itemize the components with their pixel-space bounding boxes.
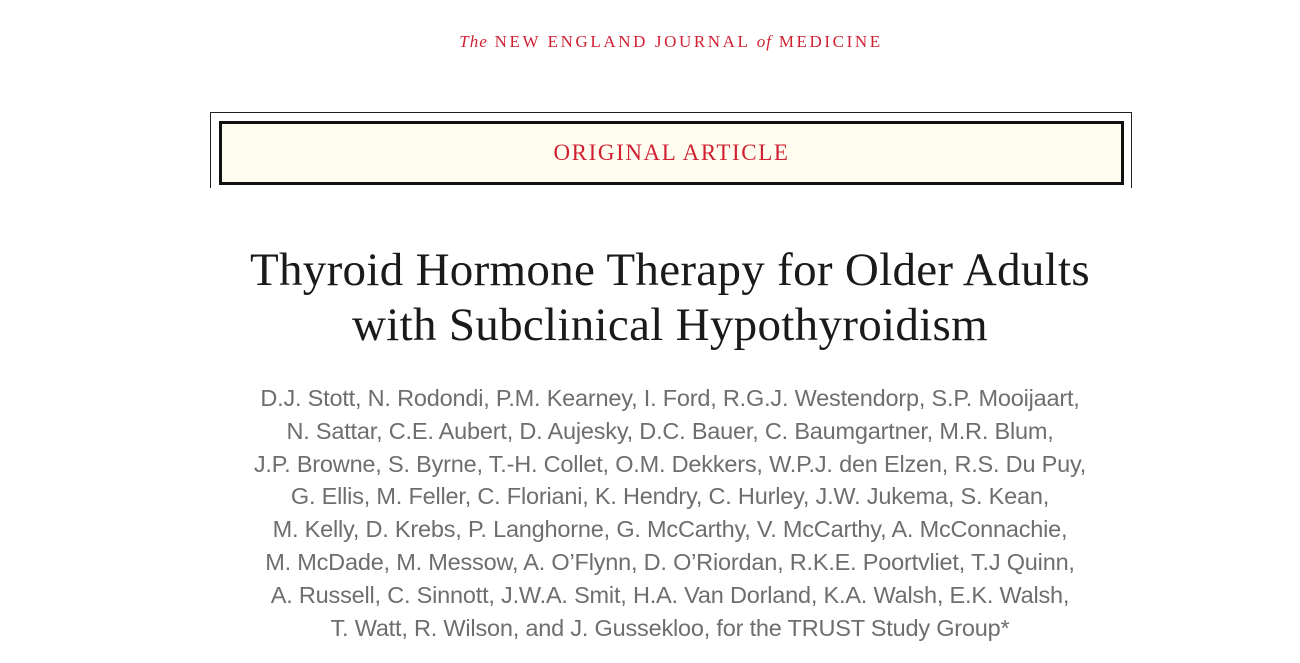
journal-masthead xyxy=(0,32,1300,52)
article-title xyxy=(120,243,1220,353)
author-line: J.P. Browne, S. Byrne, T.-H. Collet, O.M. Dekkers, W.P.J. den Elzen, R.S. Du Puy, xyxy=(253,450,1087,477)
author-line: G. Ellis, M. Feller, C. Floriani, K. Hendry, C. Hurley, J.W. Jukema, S. Kean, xyxy=(290,483,1050,510)
article-type-banner xyxy=(219,121,1124,185)
author-line: T. Watt, R. Wilson, and J. Gussekloo, for the TRUST Study Group* xyxy=(330,614,1010,641)
masthead-new-england-journal: NEW ENGLAND JOURNAL xyxy=(494,32,750,51)
article-type-label: ORIGINAL ARTICLE xyxy=(553,140,790,165)
masthead-of: of xyxy=(756,32,772,51)
masthead-medicine: MEDICINE xyxy=(778,32,883,51)
masthead-the: The xyxy=(459,32,488,51)
author-line: N. Sattar, C.E. Aubert, D. Aujesky, D.C. Bauer, C. Baumgartner, M.R. Blum, xyxy=(286,417,1054,444)
author-line: D.J. Stott, N. Rodondi, P.M. Kearney, I. Ford, R.G.J. Westendorp, S.P. Mooijaart, xyxy=(260,385,1080,411)
article-title-line: with Subclinical Hypothyroidism xyxy=(352,299,988,351)
article-title-line: Thyroid Hormone Therapy for Older Adults xyxy=(250,244,1090,296)
author-line: M. Kelly, D. Krebs, P. Langhorne, G. McCarthy, V. McCarthy, A. McConnachie, xyxy=(272,516,1068,543)
author-list xyxy=(120,382,1220,644)
author-line: A. Russell, C. Sinnott, J.W.A. Smit, H.A. Van Dorland, K.A. Walsh, E.K. Walsh, xyxy=(270,581,1070,608)
author-line: M. McDade, M. Messow, A. O’Flynn, D. O’Riordan, R.K.E. Poortvliet, T.J Quinn, xyxy=(265,548,1075,575)
